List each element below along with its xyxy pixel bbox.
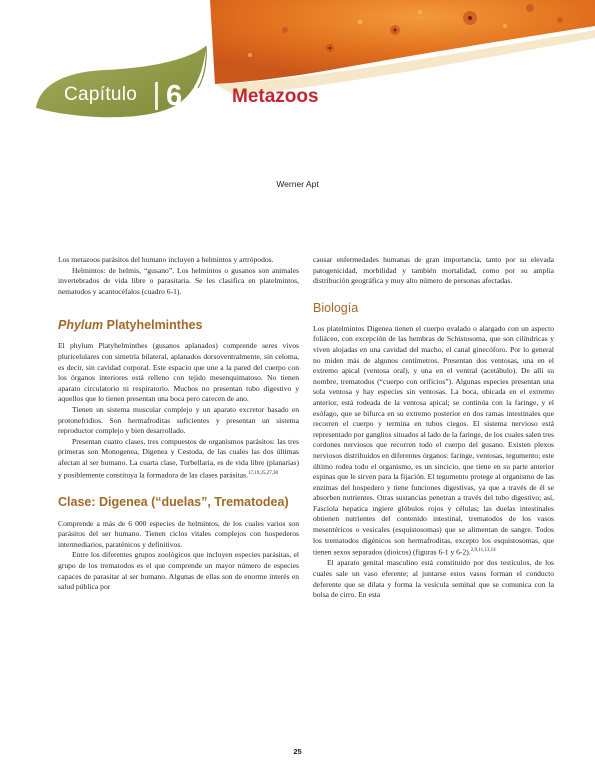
intro-paragraph-1: Los metazoos parásitos del humano incluyen a helmintos y artrópodos. (58, 255, 274, 264)
clase-paragraph-1: Comprende a más de 6 000 especies de helmintos, de los cuales varios son parásitos del ser humano. Tienen ciclos vitales complejos con hospederos intermediarios, paraténicos y definitivos. (58, 518, 299, 549)
phylum-heading-italic: Phylum (58, 318, 104, 333)
chapter-label: Capítulo (64, 84, 138, 105)
clase-paragraph-2: Entre los diferentes grupos zoológicos que incluyen especies parásitas, el grupo de los trematodos es el que comprende un mayor número de especies capaces de parasitar al ser humano. Algunas de ellas son de enorme interés en salud pública por (58, 550, 299, 592)
page-number: 25 (293, 747, 302, 756)
intro-paragraph-2: Helmintos: de helmis, “gusano”. Los helmintos o gusanos son animales invertebrados de vida libre o parasitaria. Se les clasifica en platelmintos, nematodos y acantocéfalos (cuadro 6-1). (58, 265, 299, 296)
citation-superscript: 17,19,25,27,30 (248, 470, 278, 476)
clase-heading: Clase: Digenea (“duelas”, Trematodea) (58, 494, 289, 509)
citation-superscript: 2,9,11,13,14 (470, 548, 496, 554)
chapter-banner (0, 0, 595, 165)
phylum-heading (58, 318, 299, 332)
phylum-paragraph-1: El phylum Platyhelminthes (gusanos aplanados) comprende seres vivos pluricelulares con simetría bilateral, aplanados dorsoventralmente, sin celoma, es decir, sin cavidad corporal. Este espacio que une a la pared del cuerpo con los órganos interiores está relleno con tejido mesenquimatoso. No tienen aparato circulatorio ni respiratorio. Muchos no presentan tubo digestivo y aquellos que lo tienen presentan una boca pero carecen de ano. (58, 341, 299, 404)
phylum-heading-rest: Platyhelminthes (103, 318, 203, 333)
chapter-title: Metazoos (232, 86, 319, 107)
author-name: Werner Apt (276, 179, 319, 189)
biologia-paragraph-1-text: Los platelmintos Digenea tienen el cuerpo ovalado o alargado con un aspecto foliáceo, con excepción de las hembras de Schistosoma, que son cilíndricas y viven alojadas en una cavidad del macho, el canal ginecóforo. Por lo general no miden más de algunos centímetros. Presentan dos ventosas, una en el extremo apical (ventosa oral), y una en el ventral (acetábulo). De allí su nombre, trematodos (“cuerpo con orificios”). Algunas especies presentan una sola ventosa y hay especies sin ventosas. La boca, ubicada en el extremo anterior, está rodeada de la ventosa apical; se continúa con la faringe, y el esófago, que se bifurca en su extremo posterior en dos ramas intestinales que recorren el cuerpo y termina en tubos ciegos. El sistema nervioso está representado por ganglios situados al lado de la faringe, de los cuales salen tres cordones nerviosos que recorren todo el cuerpo del gusano. Existen plexos nerviosos distribuidos en diferentes órganos: faringe, ventosas, tegumento; este último rodea todo el organismo, es un sincicio, que tiene en su parte anterior espinas que le sirven para la fijación. El tegumento protege al organismo de las enzimas del hospedero y tiene funciones digestivas, ya que a través de él se absorben nutrientes. Otras sustancias penetran a través del tubo digestivo; así, Fasciola hepatica ingiere glóbulos rojos y células; las duelas intestinales obtienen nutrientes del contenido intestinal, trematodos de los vasos mesentéricos o vesicales (esquistosomas) que se alimentan de sangre. Todos los trematodos digénicos son hermafroditas, excepto los esquistosomas, que tienen sexos separados (dioicos) (figuras 6-1 y 6-2). (313, 323, 554, 557)
left-column (58, 255, 299, 593)
biologia-paragraph-1 (313, 324, 554, 559)
chapter-number: 6 (166, 80, 183, 112)
continuation-paragraph: causar enfermedades humanas de gran importancia, tanto por su elevada patogenicidad, morbilidad y también mortalidad, como por su amplia distribución geográfica y muy alto número de personas afectadas. (313, 255, 554, 286)
phylum-paragraph-3-text: Presentan cuatro clases, tres compuestos de organismos parásitos: las tres primeras son Monogenea, Digenea y Cestoda, de las cuales las dos últimas afectan al ser humano. La cuarta clase, Turbellaria, es de vida libre (planarias) y posiblemente constituya la formadora de las clases parásitas. (58, 436, 299, 480)
right-column (313, 255, 554, 601)
biologia-paragraph-2: El aparato genital masculino está constituido por dos testículos, de los cuales sale un vaso eferente; al juntarse estos vasos forman el conducto deferente que se dilata y forma la vesícula seminal que se comunica con la bolsa de cirro. En esta (313, 558, 554, 600)
phylum-paragraph-3 (58, 437, 299, 481)
biologia-heading: Biología (313, 300, 359, 315)
phylum-paragraph-2: Tienen un sistema muscular complejo y un aparato excretor basado en protonefridios. Son hermafroditas suficientes y presentan un sistema reproductor complejo y bien desarrollado. (58, 404, 299, 436)
